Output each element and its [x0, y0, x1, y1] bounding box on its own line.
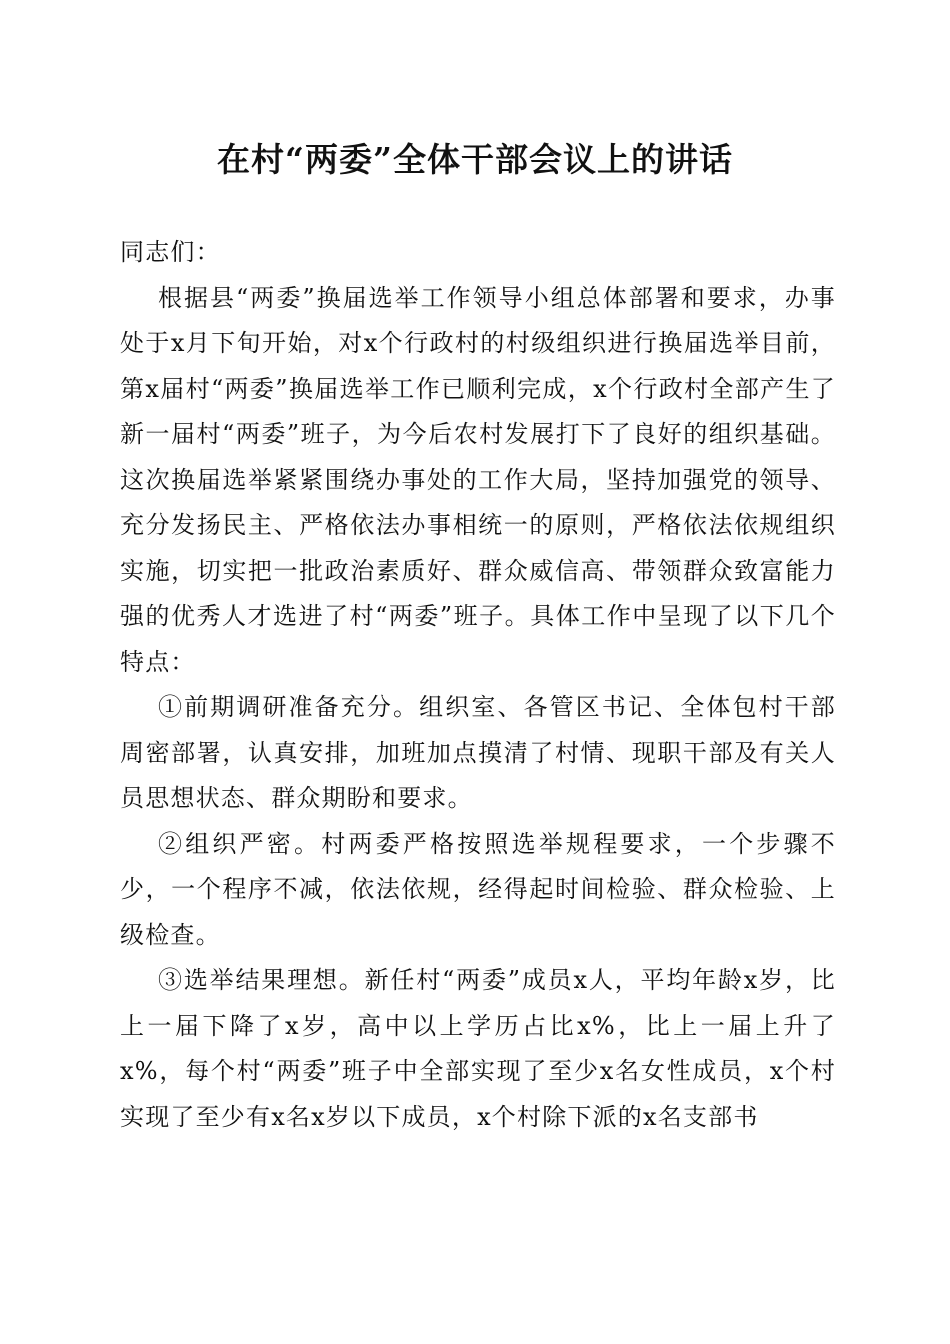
document-body — [120, 230, 836, 1140]
document-title: 在村“两委”全体干部会议上的讲话 — [217, 140, 733, 179]
paragraph-point-2: ②组织严密。村两委严格按照选举规程要求，一个步骤不少，一个程序不减，依法依规，经得起时间检验、群众检验、上级检查。 — [120, 829, 836, 949]
salutation: 同志们： — [120, 238, 221, 266]
paragraph-point-3: ③选举结果理想。新任村“两委”成员x人，平均年龄x岁，比上一届下降了x岁，高中以上学历占比x%，比上一届上升了x%，每个村“两委”班子中全部实现了至少x名女性成员，x个村实现了至少有x名x岁以下成员，x个村除下派的x名支部书 — [120, 966, 836, 1131]
paragraph-point-1: ①前期调研准备充分。组织室、各管区书记、全体包村干部周密部署，认真安排，加班加点摸清了村情、现职干部及有关人员思想状态、群众期盼和要求。 — [120, 693, 836, 812]
paragraph-intro: 根据县“两委”换届选举工作领导小组总体部署和要求，办事处于x月下旬开始，对x个行政村的村级组织进行换届选举目前，第x届村“两委”换届选举工作已顺利完成，x个行政村全部产生了新一届村“两委”班子，为今后农村发展打下了良好的组织基础。这次换届选举紧紧围绕办事处的工作大局，坚持加强党的领导、充分发扬民主、严格依法办事相统一的原则，严格依法依规组织实施，切实把一批政治素质好、群众威信高、带领群众致富能力强的优秀人才选进了村“两委”班子。具体工作中呈现了以下几个特点： — [120, 283, 836, 676]
